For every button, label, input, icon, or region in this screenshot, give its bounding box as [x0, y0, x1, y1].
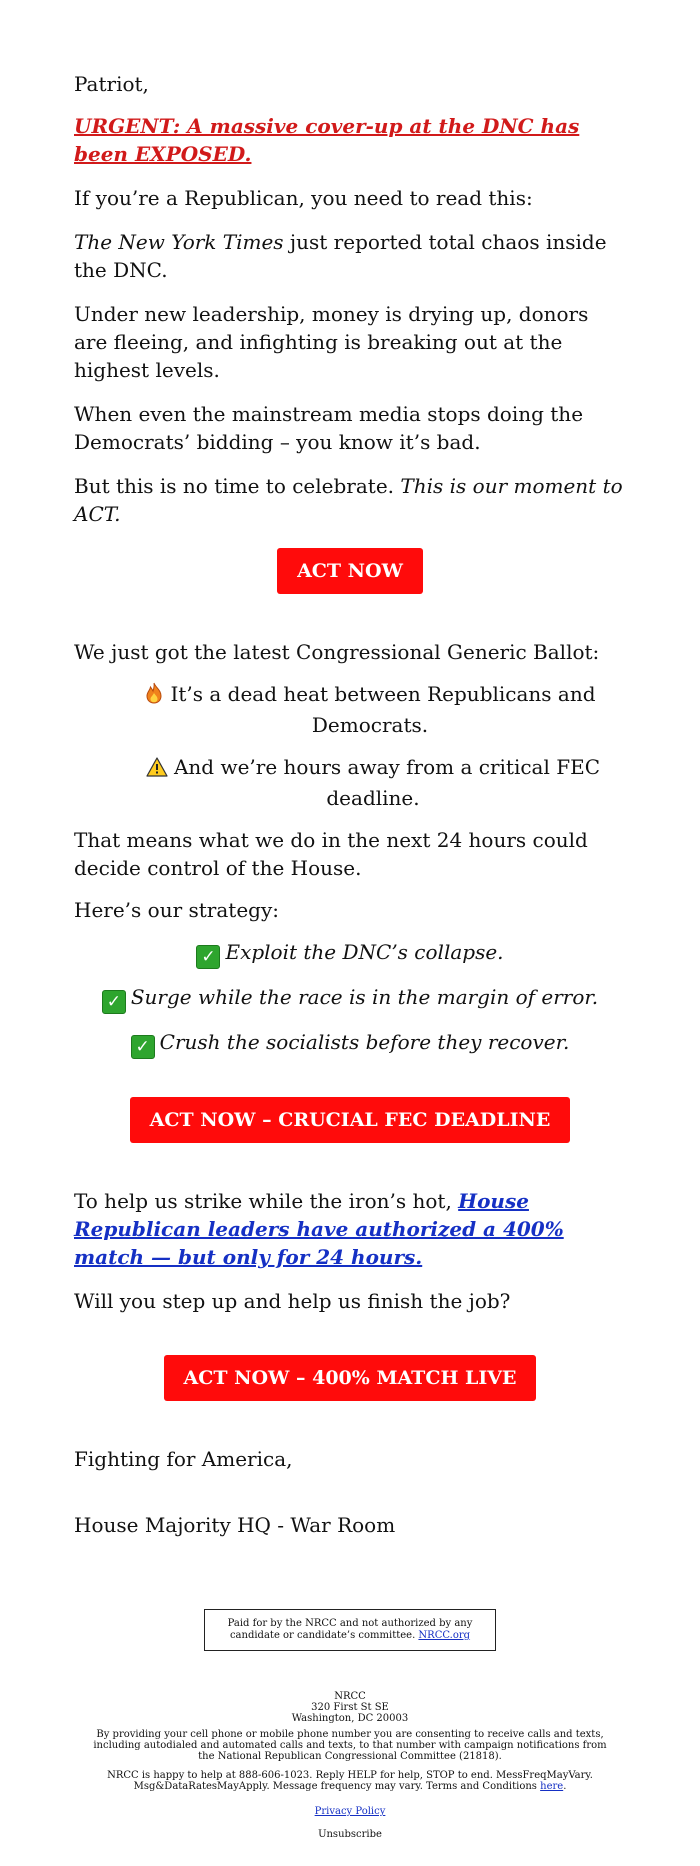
bullet-dead-heat [74, 680, 626, 739]
strategy-item [74, 938, 626, 969]
footer-city: Washington, DC 20003 [291, 1713, 409, 1724]
footer-org: NRCC [334, 1691, 366, 1702]
footer-street: 320 First St SE [311, 1702, 389, 1713]
nyt-rest: just reported total chaos inside the DNC. [74, 230, 607, 282]
strategy-item-text: Exploit the DNC’s collapse. [225, 940, 504, 964]
bullet-fec-deadline [74, 753, 626, 812]
match-paragraph [74, 1187, 626, 1271]
strategy-heading: Here’s our strategy: [74, 898, 279, 922]
privacy-policy-link[interactable]: Privacy Policy [314, 1806, 386, 1817]
media-paragraph: When even the mainstream media stops doing the Democrats’ bidding – you know it’s bad. [74, 402, 584, 454]
check-mark-icon: ✓ [131, 1035, 155, 1059]
act-now-fec-deadline-button[interactable]: ACT NOW – CRUCIAL FEC DEADLINE [130, 1097, 571, 1143]
nyt-paragraph [74, 228, 626, 284]
paid-for-disclaimer [204, 1609, 496, 1651]
warning-icon [146, 756, 168, 784]
nyt-title: The New York Times [74, 230, 284, 254]
sign-off: Fighting for America, [74, 1447, 293, 1471]
leadership-paragraph: Under new leadership, money is drying up, donors are fleeing, and infighting is breaking out at the highest levels. [74, 302, 589, 382]
unsubscribe-link[interactable]: Unsubscribe [318, 1829, 382, 1840]
next-24-hours-paragraph: That means what we do in the next 24 hours could decide control of the House. [74, 828, 588, 880]
act-now-match-button[interactable]: ACT NOW – 400% MATCH LIVE [164, 1355, 537, 1401]
match-link[interactable]: House Republican leaders have authorized a 400% match — but only for 24 hours. [74, 1189, 564, 1269]
terms-link[interactable]: here [540, 1781, 564, 1792]
act-now-button[interactable]: ACT NOW [277, 548, 423, 594]
footer [90, 1691, 610, 1840]
headline-link[interactable]: URGENT: A massive cover-up at the DNC has been EXPOSED. [74, 114, 580, 166]
check-mark-icon: ✓ [102, 990, 126, 1014]
footer-help-period: . [563, 1781, 567, 1792]
footer-help-text: NRCC is happy to help at 888-606-1023. Reply HELP for help, STOP to end. MessFreqMayVary. Msg&DataRatesMayApply. Message frequency may vary. Terms and Conditions [107, 1770, 593, 1792]
celebrate-plain: But this is no time to celebrate. [74, 474, 401, 498]
match-plain: To help us strike while the iron’s hot, [74, 1189, 459, 1213]
celebrate-paragraph [74, 472, 626, 528]
intro-paragraph: If you’re a Republican, you need to read this: [74, 186, 533, 210]
footer-consent: By providing your cell phone or mobile phone number you are consenting to receive calls and texts, including autodialed and automated calls and texts, to that number with campaign notifications from the National Republican Congressional Committee (21818). [93, 1729, 607, 1762]
strategy-item [74, 1028, 626, 1059]
disclaimer-text: Paid for by the NRCC and not authorized by any candidate or candidate’s committee. [227, 1618, 473, 1641]
check-mark-icon: ✓ [196, 945, 220, 969]
celebrate-italic: This is our moment to ACT. [74, 474, 623, 526]
ballot-paragraph: We just got the latest Congressional Generic Ballot: [74, 640, 600, 664]
step-up-paragraph: Will you step up and help us finish the job? [74, 1289, 511, 1313]
bullet-dead-heat-text: It’s a dead heat between Republicans and Democrats. [170, 682, 596, 737]
strategy-item-text: Surge while the race is in the margin of error. [130, 985, 599, 1009]
bullet-fec-deadline-text: And we’re hours away from a critical FEC deadline. [173, 755, 600, 810]
strategy-item-text: Crush the socialists before they recover. [159, 1030, 570, 1054]
strategy-item [74, 983, 626, 1014]
signature: House Majority HQ - War Room [74, 1513, 396, 1537]
greeting: Patriot, [74, 72, 149, 96]
fire-icon [144, 682, 164, 711]
footer-help [90, 1770, 610, 1792]
nrcc-link[interactable]: NRCC.org [418, 1630, 471, 1641]
